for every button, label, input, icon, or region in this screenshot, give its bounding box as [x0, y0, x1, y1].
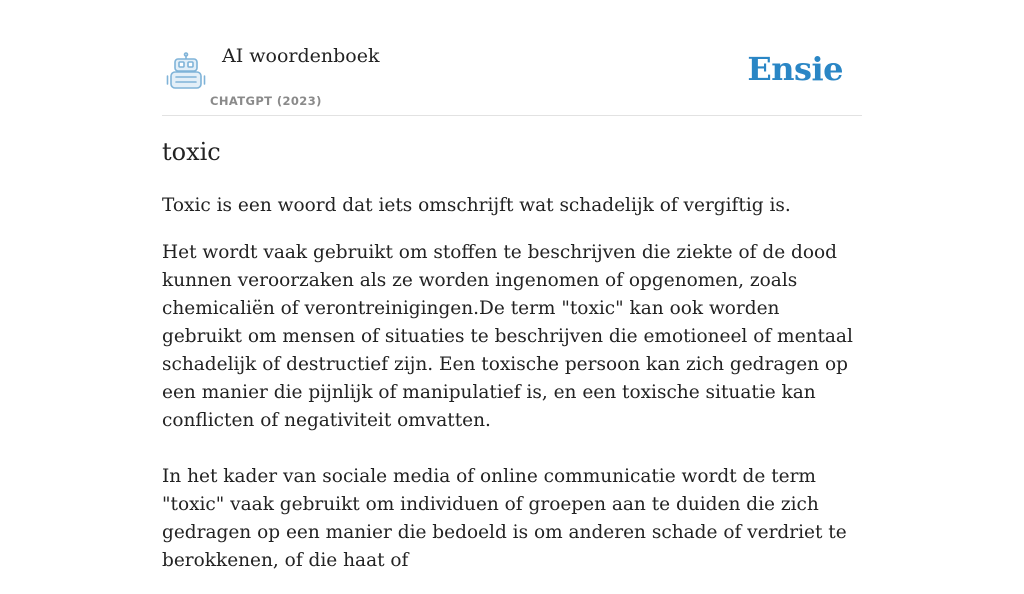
- robot-icon: [166, 52, 206, 90]
- page: [162, 0, 862, 571]
- brand-logo[interactable]: Ensie: [747, 50, 843, 88]
- dictionary-title[interactable]: AI woordenboek: [222, 45, 380, 67]
- definition-paragraph: Het wordt vaak gebruikt om stoffen te beschrijven die ziekte of de dood kunnen veroorzaken als ze worden ingenomen of opgenomen, zoals chemicaliën of verontreinigingen.De term "toxic" kan ook worden gebruikt om mensen of situaties te beschrijven die emotioneel of mentaal schadelijk of destructief zijn. Een toxische persoon kan zich gedragen op een manier die pijnlijk of manipulatief is, en een toxische situatie kan conflicten of negativiteit omvatten. In het kader van sociale media of online communicatie wordt de term "toxic" vaak gebruikt om individuen of groepen aan te duiden die zich gedragen op een manier die bedoeld is om anderen schade of verdriet te berokkenen, of die haat of: [162, 242, 853, 571]
- source-label: CHATGPT (2023): [210, 94, 322, 108]
- entry-term: toxic: [162, 138, 221, 166]
- entry-definition: [162, 192, 862, 594]
- header: [162, 0, 862, 116]
- definition-paragraph: Toxic is een woord dat iets omschrijft wat schadelijk of vergiftig is.: [162, 195, 791, 216]
